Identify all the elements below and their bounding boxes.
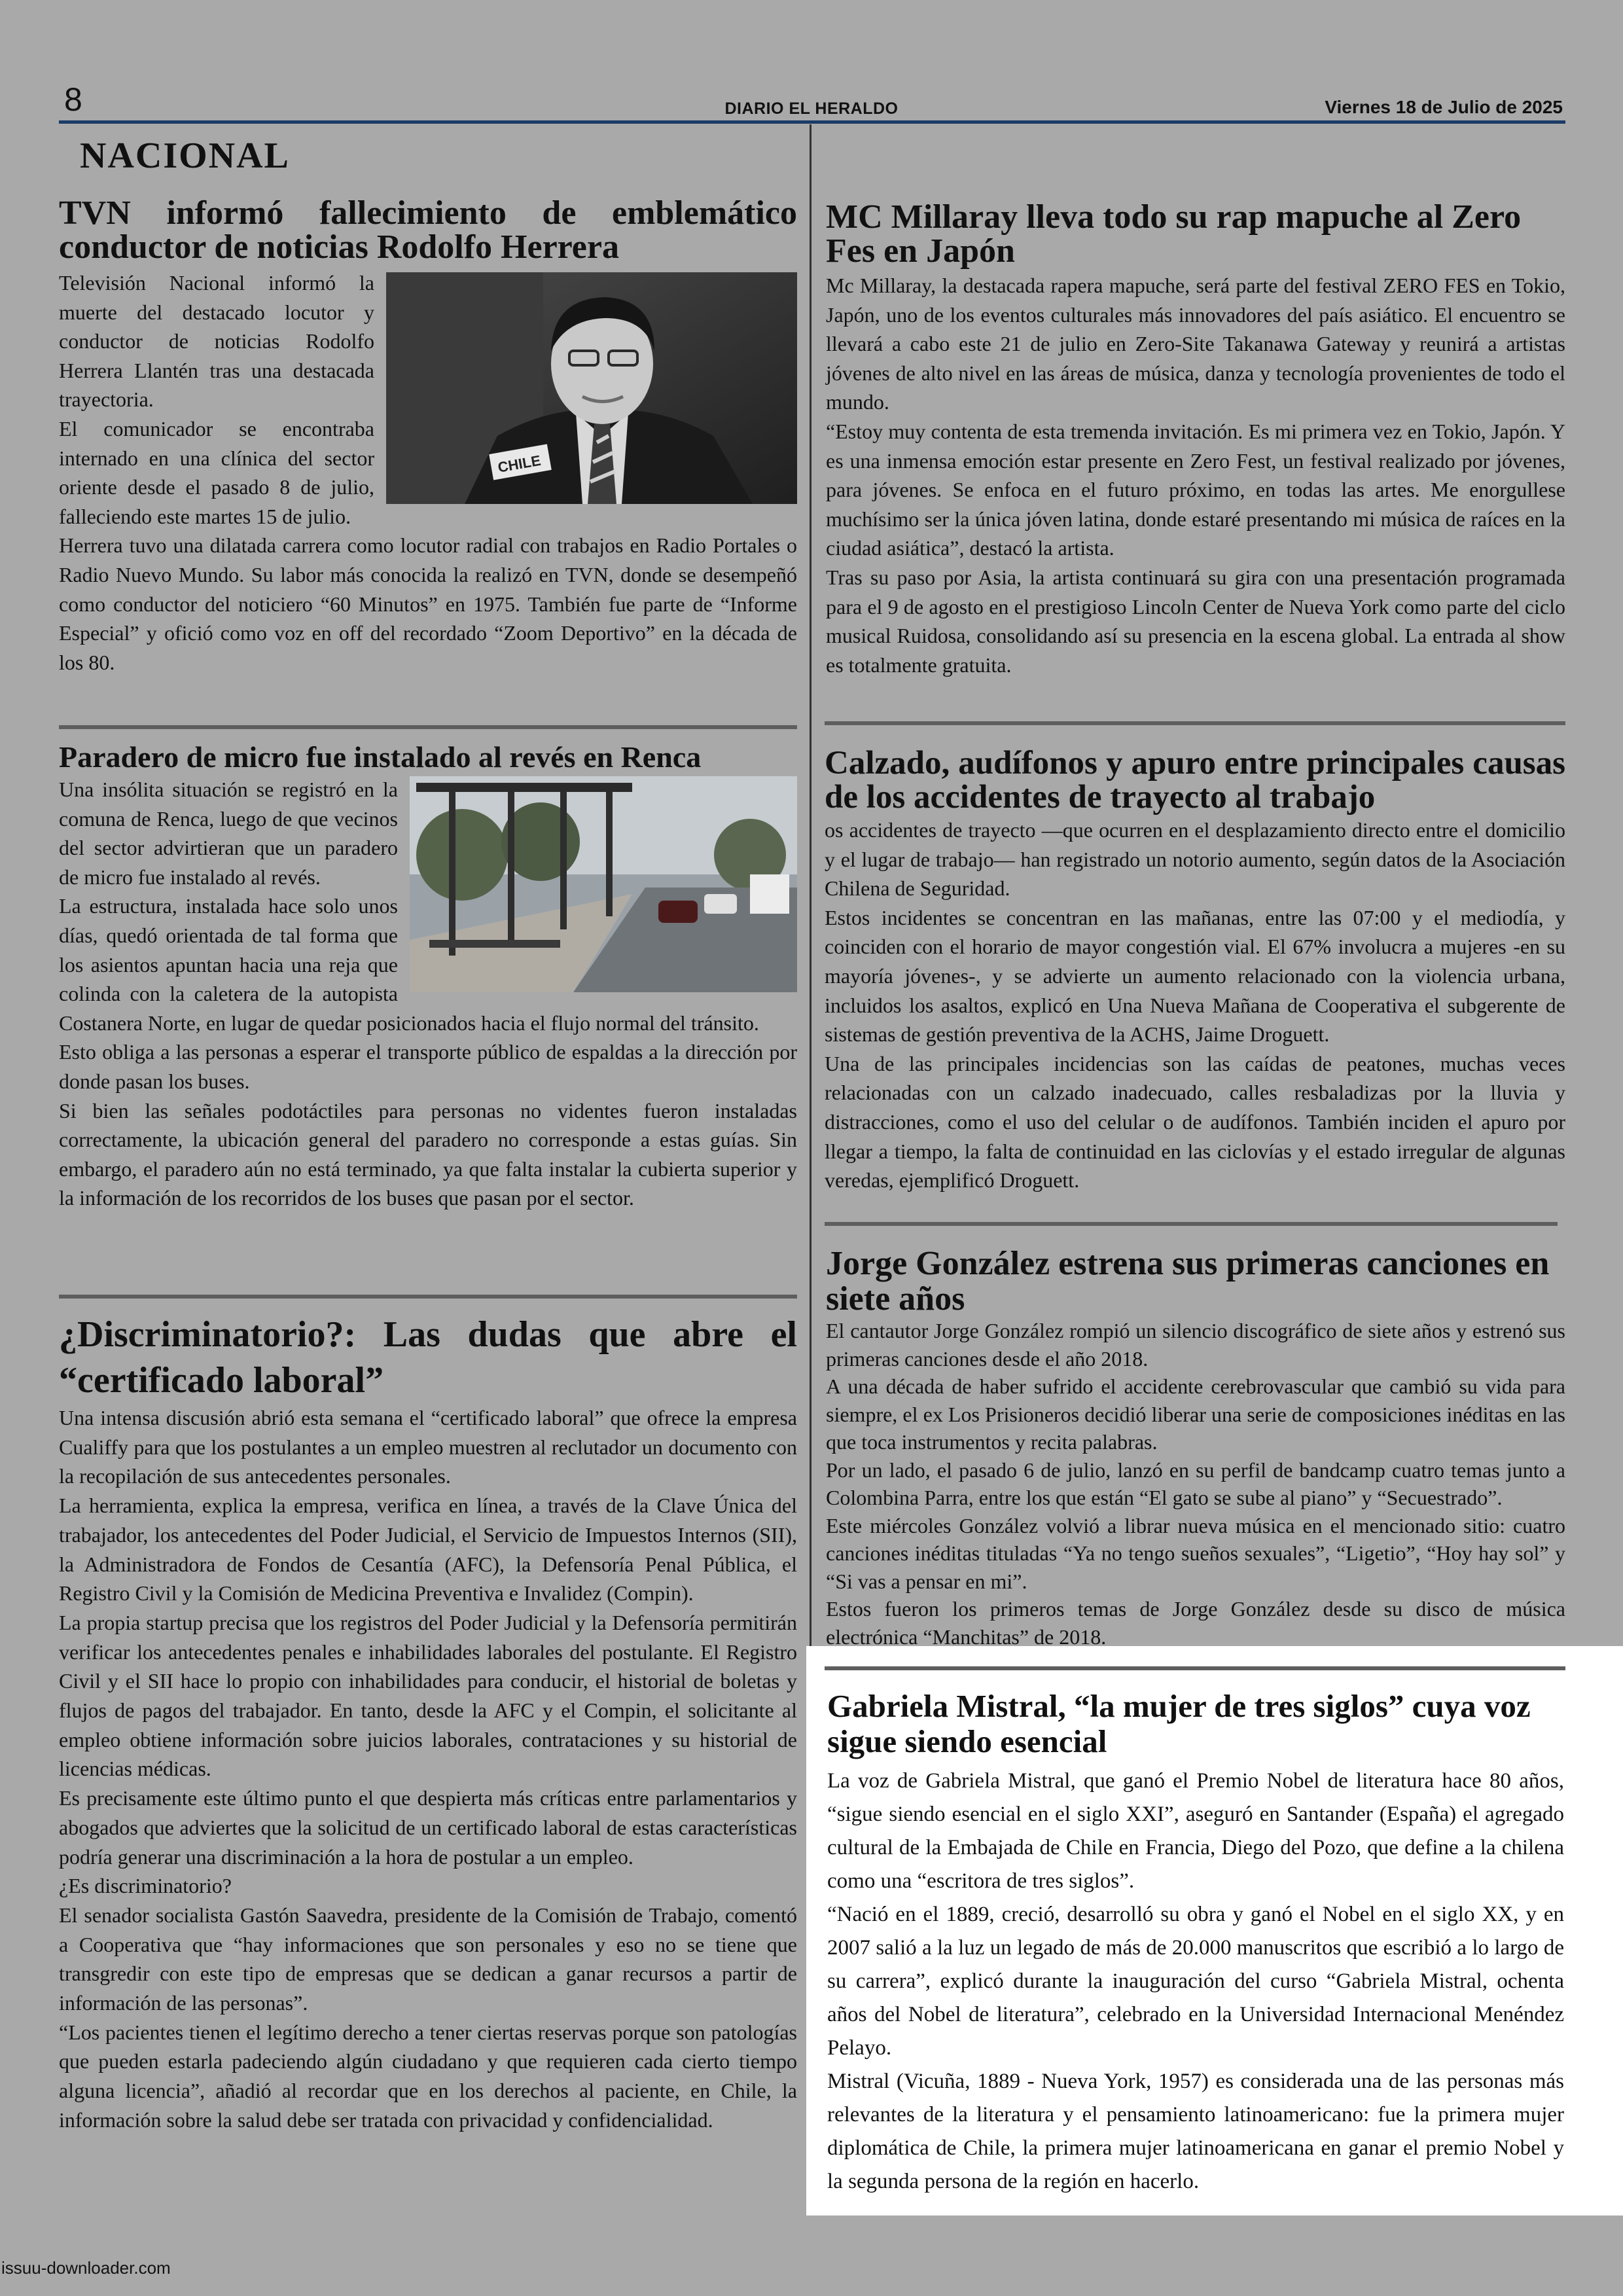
page-number: 8 <box>64 81 82 118</box>
article-paradero <box>59 740 797 1213</box>
paragraph: Estos fueron los primeros temas de Jorge González desde su disco de música electrónica “Manchitas” de 2018. <box>826 1597 1565 1649</box>
article-body <box>826 271 1565 679</box>
paragraph: La propia startup precisa que los registros del Poder Judicial y la Defensoría permitirán verificar los antecedentes penales e inhabilidades laborales del postulante. El Registro Civil y el SII hace lo propio con inhabilidades para conducir, el historial de boletas y flujos de pagos del trabajador. En tanto, desde la AFC y el Compin, el solicitante al empleo obtiene información sobre juicios laborales, contrataciones y su historial de licencias médicas. <box>59 1610 797 1781</box>
news-photo <box>386 272 797 504</box>
article-separator <box>825 1222 1558 1226</box>
paragraph: Esto obliga a las personas a esperar el transporte público de espaldas a la dirección por donde pasan los buses. <box>59 1040 797 1093</box>
paragraph: El senador socialista Gastón Saavedra, presidente de la Comisión de Trabajo, comentó a Cooperativa que “hay informaciones que son personales y eso no se tiene que transgredir con este tipo de empresas que se dedican a ganar recursos a partir de información de las personas”. <box>59 1903 797 2015</box>
paragraph: “Estoy muy contenta de esta tremenda invitación. Es mi primera vez en Tokio, Japón. Y es una inmensa emoción estar presente en Zero Fest, un festival realizado por jóvenes, para jóvenes. Se enfoca en el futuro próximo, en todas las artes. Me enorgullese muchísimo ser la única jóven latina, donde estaré presentando mi música de raíces en la ciudad asiática”, destacó la artista. <box>826 419 1565 560</box>
issue-date: Viernes 18 de Julio de 2025 <box>1325 97 1563 117</box>
article-headline: Calzado, audífonos y apuro entre principales causas de los accidentes de trayecto al trabajo <box>825 745 1565 816</box>
article-separator <box>825 721 1565 725</box>
article-body <box>59 775 797 1213</box>
paragraph: Si bien las señales podotáctiles para personas no videntes fueron instaladas correctamente, la ubicación general del paradero no corresponde a estas guías. Sin embargo, el paradero aún no está terminado, ya que falta instalar la cubierta superior y la información de los recorridos de los buses que pasan por el sector. <box>59 1098 797 1210</box>
header-rule <box>59 120 1565 124</box>
paragraph: “Los pacientes tienen el legítimo derecho a tener ciertas reservas porque son patologías que pueden estarla padeciendo algún ciudadano y que requieren cada cierto tiempo alguna licencia”, añadió al recordar que en los derechos al paciente, en Chile, la información sobre la salud debe ser tratada con privacidad y confidencialidad. <box>59 2020 797 2132</box>
article-separator <box>825 1666 1565 1670</box>
article-headline: MC Millaray lleva todo su rap mapuche al Zero Fes en Japón <box>826 198 1522 270</box>
article-body <box>59 268 797 677</box>
article-tvn <box>59 196 797 677</box>
portrait-photo <box>386 272 797 504</box>
article-gonzalez <box>826 1246 1565 1651</box>
newspaper-name: DIARIO EL HERALDO <box>724 99 899 118</box>
article-headline: Paradero de micro fue instalado al revés en Renca <box>59 740 702 774</box>
article-body <box>825 816 1565 1195</box>
article-headline: Gabriela Mistral, “la mujer de tres siglos” cuya voz sigue siendo esencial <box>827 1688 1531 1759</box>
paragraph: Una de las principales incidencias son las caídas de peatones, muchas veces relacionadas con un calzado inadecuado, calles resbaladizas por la lluvia y distracciones, como el uso del celular o de audífonos. También inciden el apuro por llegar a tiempo, la falta de continuidad en las ciclovías y el estado irregular de algunas veredas, ejemplificó Droguett. <box>825 1051 1565 1193</box>
paragraph: “Nació en el 1889, creció, desarrolló su obra y ganó el Nobel en el siglo XX, y en 2007 salió a la luz un legado de más de 20.000 manuscritos que escribió a lo largo de su carrera”, explicó durante la inauguración del curso “Gabriela Mistral, ochenta años del Nobel de literatura”, celebrado en la Universidad Internacional Menéndez Pelayo. <box>827 1903 1564 2060</box>
paragraph: Mistral (Vicuña, 1889 - Nueva York, 1957) es considerada una de las personas más relevantes de la literatura y el pensamiento latinoamericano: fue la primera mujer diplomática de Chile, la primera mujer latinoamericana en ganar el premio Nobel y la segunda persona de la región en hacerlo. <box>827 2070 1564 2193</box>
section-title: NACIONAL <box>80 135 290 176</box>
article-separator <box>59 1295 797 1299</box>
article-body <box>826 1317 1565 1651</box>
paragraph: Una intensa discusión abrió esta semana el “certificado laboral” que ofrece la empresa Cualiffy para que los postulantes a un empleo muestren al reclutador un documento con la recopilación de sus antecedentes personales. <box>59 1406 797 1488</box>
article-headline: ¿Discriminatorio?: Las dudas que abre el “certificado laboral” <box>59 1314 797 1401</box>
article-mistral <box>827 1689 1564 2198</box>
paragraph: El cantautor Jorge González rompió un silencio discográfico de siete años y estrenó sus primeras canciones desde el año 2018. <box>826 1319 1565 1371</box>
paragraph: Tras su paso por Asia, la artista continuará su gira con una presentación programada para el 9 de agosto en el prestigioso Lincoln Center de Nueva York como parte del ciclo musical Ruidosa, consolidando así su presencia en la escena global. La entrada al show es totalmente gratuita. <box>826 565 1565 677</box>
article-certificado <box>59 1312 797 2135</box>
paragraph: La estructura, instalada hace solo unos días, quedó orientada de tal forma que los asientos apuntan hacia una reja que colinda con la caletera de la autopista Costanera Norte, en lugar de quedar posicionados hacia el flujo normal del tránsito. <box>59 894 759 1035</box>
article-calzado <box>825 746 1565 1195</box>
paragraph: ¿Es discriminatorio? <box>59 1874 232 1898</box>
paragraph: La voz de Gabriela Mistral, que ganó el Premio Nobel de literatura hace 80 años, “sigue siendo esencial en el siglo XXI”, aseguró en Santander (España) el agregado cultural de la Embajada de Chile en Francia, Diego del Pozo, que define a la chilena como una “escritora de tres siglos”. <box>827 1769 1564 1893</box>
bus-stop-photo <box>410 776 797 992</box>
paragraph: Este miércoles González volvió a librar nueva música en el mencionado sitio: cuatro canciones inéditas tituladas “Ya no tengo sueños sexuales”, “Ligetio”, “Hoy hay sol” y “Si vas a pensar en mi”. <box>826 1513 1565 1593</box>
mic-label-text: CHILE <box>496 452 543 476</box>
news-photo <box>410 776 797 992</box>
paragraph: Una insólita situación se registró en la comuna de Renca, luego de que vecinos del sector advirtieran que un paradero de micro fue instalado al revés. <box>59 778 398 889</box>
article-millaray <box>826 200 1565 679</box>
article-headline: TVN informó fallecimiento de emblemático conductor de noticias Rodolfo Herrera <box>59 194 797 266</box>
paragraph: La herramienta, explica la empresa, verifica en línea, a través de la Clave Única del trabajador, los antecedentes del Poder Judicial, el Servicio de Impuestos Internos (SII), la Administradora de Fondos de Cesantía (AFC), la Defensoría Penal Pública, el Registro Civil y la Comisión de Medicina Preventiva e Invalidez (Compin). <box>59 1494 797 1605</box>
paragraph: os accidentes de trayecto —que ocurren en el desplazamiento directo entre el domicilio y el lugar de trabajo— han registrado un notorio aumento, según datos de la Asociación Chilena de Seguridad. <box>825 818 1565 901</box>
article-separator <box>59 725 797 729</box>
paragraph: Mc Millaray, la destacada rapera mapuche, será parte del festival ZERO FES en Tokio, Japón, uno de los eventos culturales más innovadores del país asiático. El encuentro se llevará a cabo este 21 de julio en Zero-Site Takanawa Gateway y reunirá a artistas jóvenes de alto nivel en las áreas de música, danza y tecnología provenientes de todo el mundo. <box>826 274 1565 414</box>
paragraph: Televisión Nacional informó la muerte del destacado locutor y conductor de noticias Rodolfo Herrera Llantén tras una destacada trayectoria. <box>59 271 374 412</box>
paragraph: El comunicador se encontraba internado en una clínica del sector oriente desde el pasado 8 de julio, falleciendo este martes 15 de julio. <box>59 416 374 528</box>
paragraph: A una década de haber sufrido el accidente cerebrovascular que cambió su vida para siempre, el ex Los Prisioneros decidió liberar una serie de composiciones inéditas en las que toca instrumentos y recita palabras. <box>826 1374 1565 1454</box>
footer-credit[interactable]: issuu-downloader.com <box>1 2258 171 2278</box>
article-body <box>827 1765 1564 2198</box>
article-body <box>59 1403 797 2135</box>
article-headline: Jorge González estrena sus primeras canciones en siete años <box>826 1245 1550 1318</box>
paragraph: Herrera tuvo una dilatada carrera como locutor radial con trabajos en Radio Portales o Radio Nuevo Mundo. Su labor más conocida la realizó en TVN, donde se desempeñó como conductor del noticiero “60 Minutos” en 1975. También fue parte de “Informe Especial” y ofició como voz en off del recordado “Zoom Deportivo” en la década de los 80. <box>59 533 797 674</box>
paragraph: Por un lado, el pasado 6 de julio, lanzó en su perfil de bandcamp cuatro temas junto a Colombina Parra, entre los que están “El gato se sube al piano” y “Secuestrado”. <box>826 1458 1565 1509</box>
paragraph: Estos incidentes se concentran en las mañanas, entre las 07:00 y el mediodía, y coinciden con el horario de mayor congestión vial. El 67% involucra a mujeres -en su mayoría jóvenes-, y se advierte un aumento relacionado con la violencia urbana, incluidos los asaltos, explicó en Una Nueva Mañana de Cooperativa el subgerente de sistemas de gestión preventiva de la ACHS, Jaime Droguett. <box>825 905 1565 1047</box>
paragraph: Es precisamente este último punto el que despierta más críticas entre parlamentarios y abogados que adviertes que la solicitud de un certificado laboral de estas características podría generar una discriminación a la hora de postular a un empleo. <box>59 1786 797 1869</box>
